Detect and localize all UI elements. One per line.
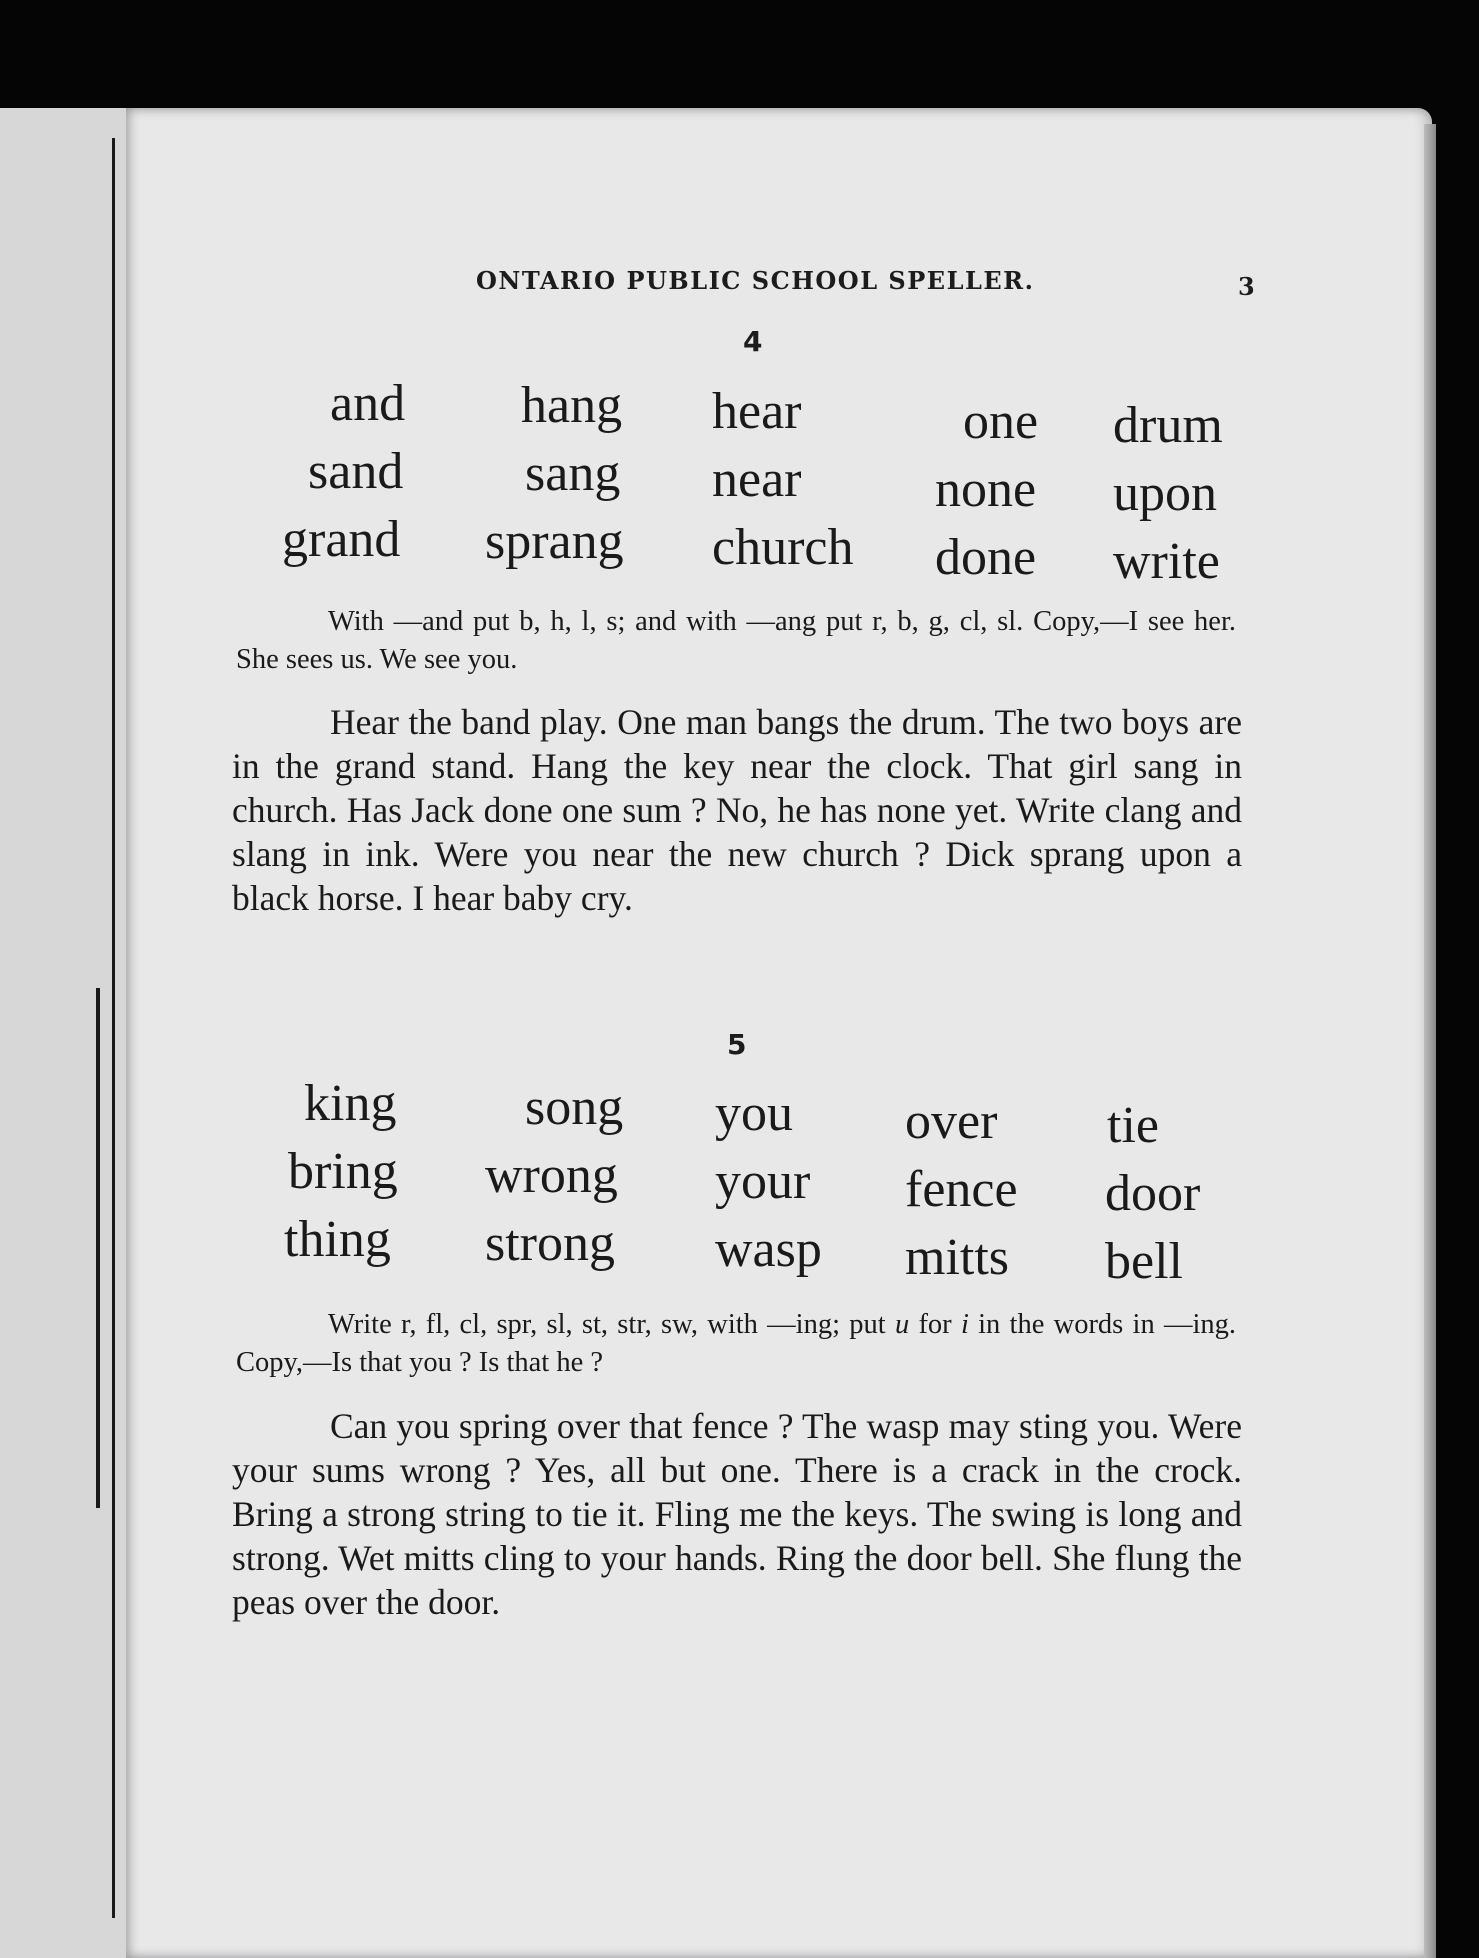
spelling-word: sang: [525, 445, 621, 502]
spelling-word: your: [715, 1153, 811, 1210]
instructions-italic-letter: i: [960, 1309, 969, 1340]
spelling-word: church: [712, 519, 854, 576]
spelling-word: you: [715, 1085, 793, 1142]
instructions-text: in the words in —ing. Copy,—Is that you ? Is that he ?: [236, 1309, 1236, 1378]
page-number: 3: [1238, 272, 1255, 301]
word-column: [485, 372, 624, 576]
word-column: [1105, 1092, 1200, 1296]
word-column: [905, 1088, 1018, 1292]
word-column: [1113, 392, 1223, 596]
spelling-word: song: [525, 1079, 624, 1136]
spelling-word: door: [1105, 1165, 1201, 1222]
spelling-word: sprang: [485, 513, 624, 570]
spelling-word: sand: [308, 443, 404, 500]
spelling-word: upon: [1113, 465, 1217, 522]
word-column: [485, 1074, 623, 1278]
page-binding-line: [112, 138, 115, 1918]
spelling-word: grand: [282, 511, 401, 568]
spelling-word: hang: [521, 377, 623, 434]
spelling-word: over: [905, 1093, 998, 1150]
lesson-instructions: [236, 1306, 1236, 1382]
spelling-word: tie: [1107, 1097, 1159, 1154]
page-binding-line: [96, 988, 100, 1508]
spelling-word: hear: [712, 383, 802, 440]
spelling-word: drum: [1113, 397, 1223, 454]
running-header: ONTARIO PUBLIC SCHOOL SPELLER.: [476, 266, 1035, 295]
spelling-word: near: [712, 451, 802, 508]
spelling-word: wasp: [715, 1221, 822, 1278]
word-column: [712, 378, 853, 582]
word-column: [284, 1070, 398, 1274]
previous-page-edge: [0, 108, 142, 1958]
spelling-word: bring: [288, 1143, 398, 1200]
reading-passage: Can you spring over that fence ? The wasp may sting you. Were your sums wrong ? Yes, all but one. There is a crack in the crock. Bring a strong string to tie it. Fling me the keys. The swing is long and strong. Wet mitts cling to your hands. Ring the door bell. She flung the peas over the door.: [232, 1406, 1242, 1622]
spelling-word: one: [963, 393, 1039, 450]
spelling-word: wrong: [485, 1147, 618, 1204]
spelling-word: fence: [905, 1161, 1018, 1218]
spelling-word: done: [935, 529, 1037, 586]
spelling-word: and: [330, 375, 406, 432]
lesson-number: 4: [743, 325, 763, 358]
spelling-word: write: [1113, 533, 1220, 590]
spelling-word: strong: [485, 1215, 615, 1272]
lesson-number: 5: [727, 1028, 747, 1061]
word-column: [282, 370, 406, 574]
instructions-text: Write r, fl, cl, spr, sl, st, str, sw, with —ing; put: [328, 1309, 895, 1340]
lesson-instructions: With —and put b, h, l, s; and with —ang put r, b, g, cl, sl. Copy,—I see her. She sees us. We see you.: [236, 606, 1236, 675]
spelling-word: bell: [1105, 1233, 1183, 1290]
spelling-word: none: [935, 461, 1037, 518]
instructions-italic-letter: u: [894, 1309, 910, 1340]
spelling-word: king: [304, 1075, 397, 1132]
page-stack-edge: [1424, 124, 1436, 1958]
word-column: [715, 1080, 822, 1284]
reading-passage: Hear the band play. One man bangs the drum. The two boys are in the grand stand. Hang the key near the clock. That girl sang in church. Has Jack done one sum ? No, he has none yet. Write clang and slang in ink. Were you near the new church ? Dick sprang upon a black horse. I hear baby cry.: [232, 702, 1242, 918]
spelling-word: mitts: [905, 1229, 1010, 1286]
spelling-word: thing: [284, 1211, 391, 1268]
instructions-text: for: [909, 1309, 961, 1340]
word-column: [935, 388, 1038, 592]
